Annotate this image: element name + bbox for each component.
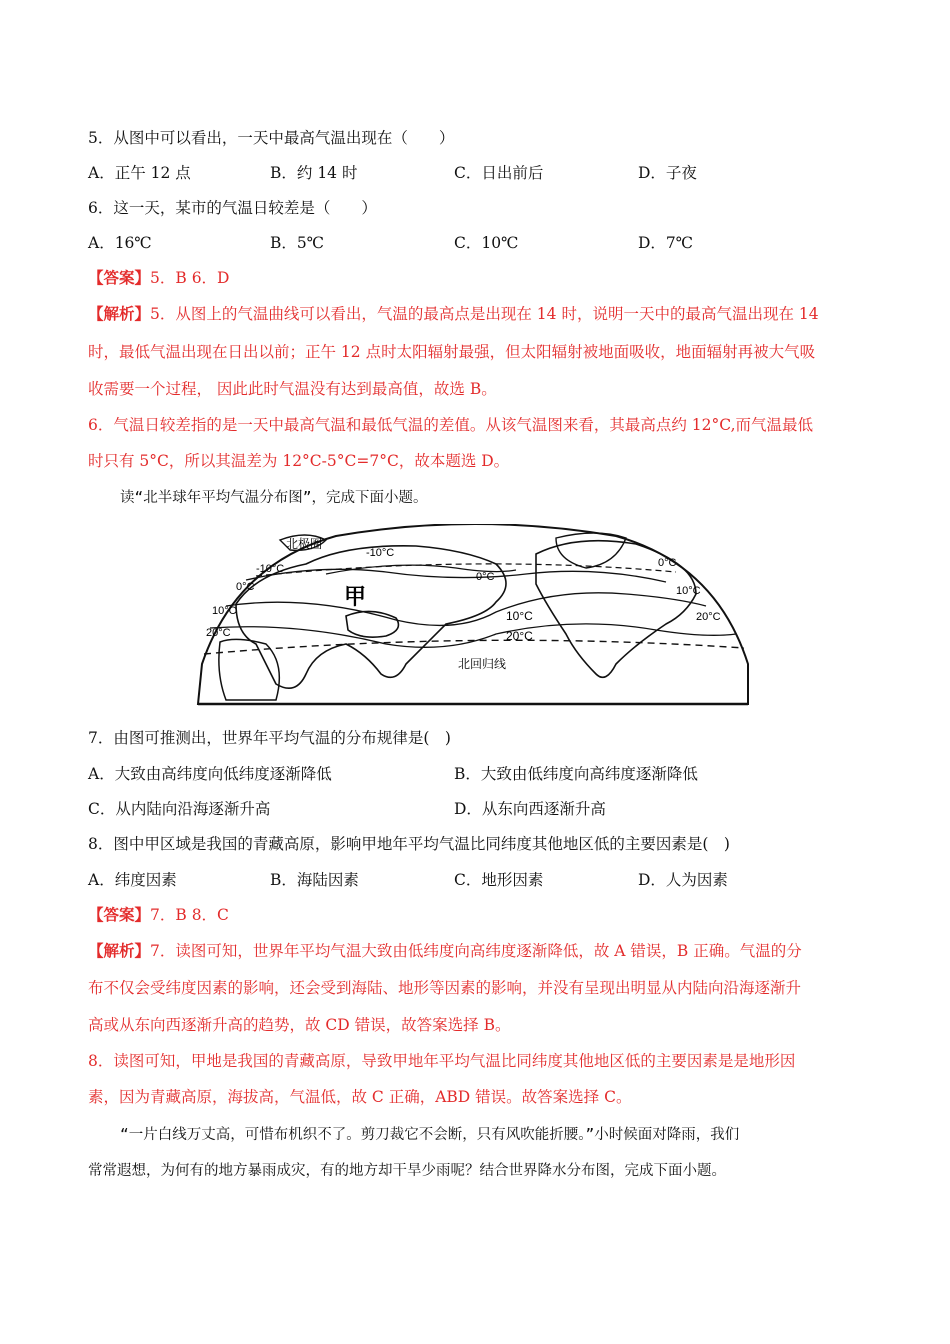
label-10-right: 10°C <box>676 585 701 597</box>
q6-option-b: B．5℃ <box>270 234 325 252</box>
label-minus10-center: -10°C <box>366 547 395 559</box>
map-frame <box>198 524 748 704</box>
q8-option-d: D．人为因素 <box>638 871 728 889</box>
label-10-center: 10°C <box>506 609 533 623</box>
label-20-center: 20°C <box>506 629 533 643</box>
explanation-5-line-2: 时，最低气温出现在日出以前；正午 12 点时太阳辐射最强，但太阳辐射被地面吸收，地面辐射再被大气吸 <box>88 343 816 361</box>
answer-text: 5．B 6．D <box>150 269 230 287</box>
answer-text-2: 7．B 8．C <box>150 906 229 924</box>
label-north-pole: 北极圈 <box>286 537 323 551</box>
answer-tag-2: 【答案】 <box>88 905 151 924</box>
q5-option-d: D．子夜 <box>638 164 697 182</box>
explanation-5-line-3: 收需要一个过程， 因此此时气温没有达到最高值，故选 B。 <box>88 380 497 398</box>
question-6-stem: 6．这一天，某市的气温日较差是（ ） <box>88 199 377 217</box>
label-20-right: 20°C <box>696 611 721 623</box>
label-tropic: 北回归线 <box>458 657 507 671</box>
rain-intro-line-1: “一片白线万丈高，可惜布机织不了。剪刀裁它不会断，只有风吹能折腰。”小时候面对降雨，我们 <box>120 1127 740 1143</box>
label-jia: 甲 <box>344 584 367 609</box>
explanation-tag-2: 【解析】 <box>88 941 151 960</box>
q6-option-d: D．7℃ <box>638 234 694 252</box>
explanation-7-text-1: 7．读图可知，世界年平均气温大致由低纬度向高纬度逐渐降低，故 A 错误，B 正确。气温的分 <box>150 942 802 960</box>
q6-option-a: A．16℃ <box>88 234 152 252</box>
label-minus10-left: -10°C <box>256 563 285 575</box>
temperature-map-figure <box>196 524 752 706</box>
q5-option-c: C．日出前后 <box>454 164 544 182</box>
label-0-right: 0°C <box>658 557 677 569</box>
q5-option-b: B．约 14 时 <box>270 164 358 182</box>
rain-intro-line-2: 常常遐想，为何有的地方暴雨成灾，有的地方却干旱少雨呢？结合世界降水分布图，完成下面小题。 <box>88 1163 726 1179</box>
label-0-left: 0°C <box>236 581 255 593</box>
explanation-6-line-2: 时只有 5°C，所以其温差为 12°C-5°C=7°C，故本题选 D。 <box>88 452 510 470</box>
explanation-7-line-3: 高或从东向西逐渐升高的趋势，故 CD 错误，故答案选择 B。 <box>88 1016 511 1034</box>
explanation-7-line-2: 布不仅会受纬度因素的影响，还会受到海陆、地形等因素的影响，并没有呈现出明显从内陆向沿海逐渐升 <box>88 979 802 997</box>
explanation-5-line-1 <box>88 304 819 324</box>
explanation-6-line-1: 6．气温日较差指的是一天中最高气温和最低气温的差值。从该气温图来看，其最高点约 12°C,而气温最低 <box>88 416 813 434</box>
temperature-map <box>196 524 752 706</box>
explanation-5-text-1: 5．从图上的气温曲线可以看出，气温的最高点是出现在 14 时，说明一天中的最高气温出现在 14 <box>150 305 819 323</box>
q7-option-c: C．从内陆向沿海逐渐升高 <box>88 800 271 818</box>
label-10-left: 10°C <box>212 605 237 617</box>
question-5-stem: 5．从图中可以看出，一天中最高气温出现在（ ） <box>88 129 455 147</box>
question-8-stem: 8．图中甲区域是我国的青藏高原，影响甲地年平均气温比同纬度其他地区低的主要因素是( ) <box>88 835 730 853</box>
q8-option-b: B．海陆因素 <box>270 871 359 889</box>
q7-option-d: D．从东向西逐渐升高 <box>454 800 606 818</box>
question-7-stem: 7．由图可推测出，世界年平均气温的分布规律是( ) <box>88 729 451 747</box>
explanation-8-line-1: 8．读图可知，甲地是我国的青藏高原，导致甲地年平均气温比同纬度其他地区低的主要因素是是地形因 <box>88 1052 796 1070</box>
label-0-center: 0°C <box>476 571 495 583</box>
map-intro: 读“北半球年平均气温分布图”，完成下面小题。 <box>120 490 428 506</box>
answer-7-8 <box>88 905 229 925</box>
q8-option-c: C．地形因素 <box>454 871 544 889</box>
answer-5-6 <box>88 268 229 288</box>
q6-option-c: C．10℃ <box>454 234 519 252</box>
q5-option-a: A．正午 12 点 <box>88 164 191 182</box>
q8-option-a: A．纬度因素 <box>88 871 177 889</box>
label-20-left: 20°C <box>206 627 231 639</box>
q7-option-a: A．大致由高纬度向低纬度逐渐降低 <box>88 765 332 783</box>
explanation-7-line-1 <box>88 941 802 961</box>
explanation-8-line-2: 素，因为青藏高原，海拔高，气温低，故 C 正确，ABD 错误。故答案选择 C。 <box>88 1088 632 1106</box>
q7-option-b: B．大致由低纬度向高纬度逐渐降低 <box>454 765 698 783</box>
explanation-tag: 【解析】 <box>88 304 151 323</box>
answer-tag: 【答案】 <box>88 268 151 287</box>
